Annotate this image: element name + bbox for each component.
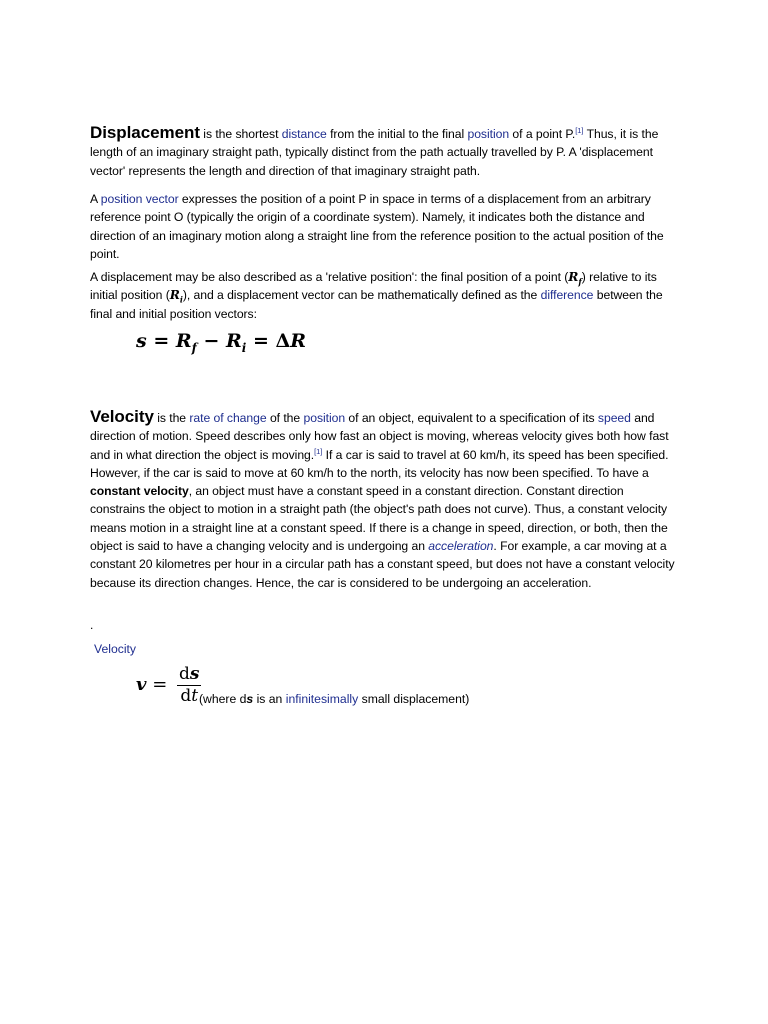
- text: of a point P.: [509, 127, 576, 141]
- text: A: [90, 192, 101, 206]
- text: ) relative to its initial position (: [90, 270, 657, 303]
- text: between the final and initial position vectors:: [90, 288, 663, 321]
- link-distance[interactable]: distance: [281, 127, 327, 141]
- text: of the: [266, 411, 304, 425]
- link-rate-of-change[interactable]: rate of change: [189, 411, 267, 425]
- text: expresses the position of a point P in space in terms of a displacement from an arbitrary reference point O (typically the origin of a coordinate system). Namely, it indicates both the distance and direction of an imaginary motion along a straight line from the reference position to the actual position of the point.: [90, 192, 664, 261]
- link-position[interactable]: position: [303, 411, 346, 425]
- link-position[interactable]: position: [467, 127, 510, 141]
- velocity-term: Velocity: [90, 407, 154, 426]
- text: and direction of motion. Speed describes only how fast an object is moving, whereas velocity gives both how fast and in what direction the object is moving.: [90, 411, 669, 462]
- link-acceleration[interactable]: acceleration: [428, 539, 494, 554]
- displacement-formula: $s = R_f - R_i = \Delta R$: [136, 330, 307, 355]
- citation-link[interactable]: [1]: [314, 446, 323, 456]
- displacement-paragraph-2: [90, 190, 680, 263]
- bold-constant-velocity: constant velocity: [90, 484, 189, 499]
- velocity-label-link[interactable]: Velocity: [94, 642, 137, 656]
- velocity-formula: v = $\frac{ds}{dt}$: [136, 664, 200, 706]
- math-r-final: $R_f$: [568, 270, 582, 287]
- fraction: $\frac{ds}{dt}$: [179, 664, 200, 706]
- displacement-paragraph-3: [90, 268, 680, 323]
- citation-link[interactable]: [1]: [575, 125, 584, 135]
- displacement-paragraph-1: [90, 124, 680, 180]
- text: A displacement may be also described as a 'relative position': the final position of a point (: [90, 270, 569, 284]
- link-speed[interactable]: speed: [597, 411, 631, 425]
- link-infinitesimally[interactable]: infinitesimally: [285, 692, 359, 706]
- math-r-initial: $R_i$: [169, 288, 183, 305]
- text: . For example, a car moving at a constant 20 kilometres per hour in a circular path has a constant speed, but does not have a constant velocity because its direction changes. Hence, the car is considered to be undergoing an acceleration.: [90, 539, 675, 590]
- text: from the initial to the final: [326, 127, 468, 141]
- velocity-paragraph: [90, 408, 680, 592]
- text: If a car is said to travel at 60 km/h, its speed has been specified. However, if the car is said to move at 60 km/h to the north, its velocity has now been specified. To have a: [90, 447, 669, 480]
- text: , an object must have a constant speed in a constant direction. Constant direction constrains the object to motion in a straight path (the object's path does not curve). Thus, a constant velocity means motion in a straight line at a constant speed. If there is a change in speed, direction, or both, then the object is said to have a changing velocity and is undergoing an: [90, 484, 668, 554]
- link-difference[interactable]: difference: [540, 288, 594, 303]
- link-position-vector[interactable]: position vector: [100, 192, 179, 206]
- separator-dot: .: [90, 618, 94, 632]
- text: of an object, equivalent to a specification of its: [345, 411, 598, 425]
- displacement-term: Displacement: [90, 123, 200, 142]
- text: is the shortest: [199, 127, 282, 141]
- text: ), and a displacement vector can be mathematically defined as the: [182, 288, 541, 303]
- text: Thus, it is the length of an imaginary straight path, typically distinct from the path actually travelled by P. A 'displacement vector' represents the length and direction of that imaginary straight path.: [90, 127, 659, 178]
- text: is the: [153, 411, 190, 425]
- velocity-formula-note: (where ds is an infinitesimally small displacement): [199, 692, 470, 706]
